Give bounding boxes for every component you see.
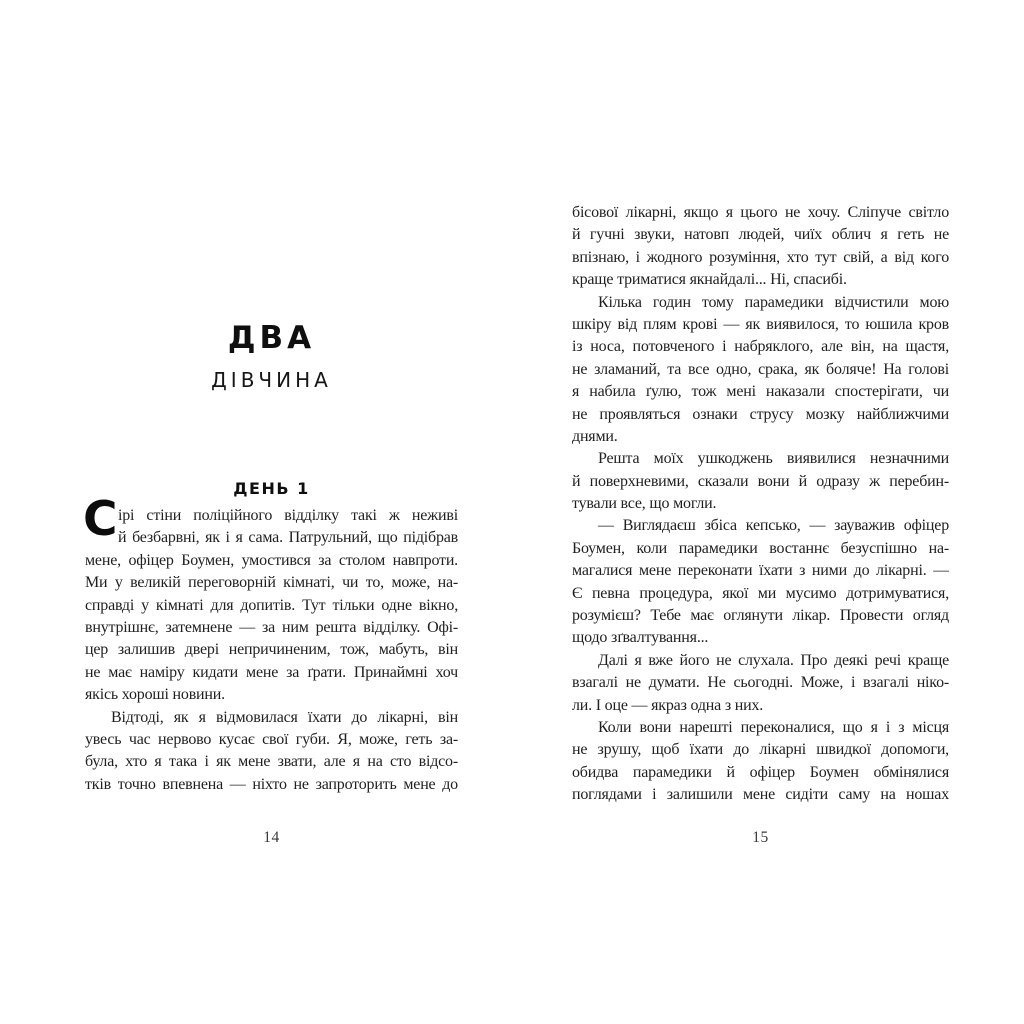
text-line: справді у кімнаті для допитів. Тут тільки одне вікно,: [85, 596, 458, 614]
text-line: щодо зґвалтування...: [572, 629, 709, 647]
text-line: не проявляться ознаки струсу мозку найближчими: [572, 405, 949, 423]
text-line: обидва парамедики й офіцер Боумен обмінялися: [572, 763, 949, 781]
text-line: Далі я вже його не слухала. Про деякі речі краще: [598, 651, 949, 669]
right-page-text: [572, 202, 949, 807]
text-line: Коли вони нарешті переконалися, що я і з місця: [598, 718, 949, 736]
text-line: не має наміру кидати мене за ґрати. Принаймні хоч: [85, 663, 458, 681]
text-line: цер залишив двері непричиненим, тож, мабуть, він: [85, 641, 458, 659]
text-line: шкіру від плям крові — як виявилося, то юшила кров: [572, 315, 949, 333]
text-line: якісь хороші новини.: [85, 686, 225, 704]
text-line: я набила ґулю, тож мені наказали спостерігати, чи: [572, 383, 949, 401]
text-line: увесь час нервово кусає свої губи. Я, може, геть за-: [85, 730, 458, 748]
text-line: ірі стіни поліційного відділку такі ж неживі: [118, 507, 458, 524]
text-line: Ми у великій переговорній кімнаті, чи то, може, на-: [85, 574, 458, 592]
text-line: бісової лікарні, якщо я цього не хочу. Сліпуче світло: [572, 204, 949, 221]
text-line: магалися мене переконати їхати з ними до лікарні. —: [572, 562, 949, 580]
right-page: [572, 0, 949, 1024]
text-line: мене, офіцер Боумен, умостився за столом навпроти.: [85, 551, 458, 569]
text-line: — Виглядаєш збіса кепсько, — зауважив офіцер: [598, 517, 949, 535]
chapter-number: ДВА: [227, 319, 316, 356]
text-line: краще триматися якнайдалі... Ні, спасибі.: [572, 271, 847, 289]
text-line: була, хто я така і як мене звати, але я на сто відсо-: [85, 753, 458, 771]
drop-cap: С: [83, 492, 118, 547]
text-line: й безбарвні, як і я сама. Патрульний, що підібрав: [118, 529, 458, 547]
text-line: тували все, що могли.: [572, 495, 717, 513]
text-line: розумієш? Тебе має оглянути лікар. Провести огляд: [572, 607, 949, 625]
text-line: й поверхневими, сказали вони й одразу ж перебин-: [572, 472, 949, 490]
chapter-title: ДІВЧИНА: [211, 367, 332, 392]
text-line: ли. І оце — якраз одна з них.: [572, 696, 764, 714]
page-number-left: 14: [263, 829, 280, 846]
left-page-text: [85, 505, 458, 796]
text-line: й гучні звуки, натовп людей, чиїх облич я геть не: [572, 226, 949, 244]
left-page: [85, 0, 458, 1024]
text-line: поглядами і залишили мене сидіти саму на ношах: [572, 786, 949, 804]
text-line: не зламаний, та все одно, срака, як боляче! На голові: [572, 360, 949, 378]
text-line: Боумен, коли парамедики востаннє безуспішно на-: [572, 539, 949, 557]
text-line: Кілька годин тому парамедики відчистили мою: [598, 293, 949, 311]
text-line: Є певна процедура, якої ми мусимо дотримуватися,: [572, 584, 949, 602]
text-line: Решта моїх ушкоджень виявилися незначними: [598, 450, 949, 468]
text-line: днями.: [572, 427, 618, 445]
text-line: не зрушу, щоб їхати до лікарні швидкої допомоги,: [572, 741, 949, 759]
text-line: Відтоді, як я відмовилася їхати до лікарні, він: [111, 708, 458, 726]
text-line: взагалі не думати. Не сьогодні. Може, і взагалі ніко-: [572, 674, 949, 692]
text-line: із носа, потовченого і набряклого, але він, на щастя,: [572, 338, 949, 356]
section-heading-day: ДЕНЬ 1: [233, 479, 310, 498]
text-line: тків точно впевнена — ніхто не запроторить мене до: [85, 775, 458, 793]
text-line: внутрішнє, затемнене — за ним решта відділку. Офі-: [85, 618, 458, 636]
page-number-right: 15: [752, 829, 769, 846]
text-line: впізнаю, і жодного розуміння, хто тут свій, а від кого: [572, 248, 949, 266]
